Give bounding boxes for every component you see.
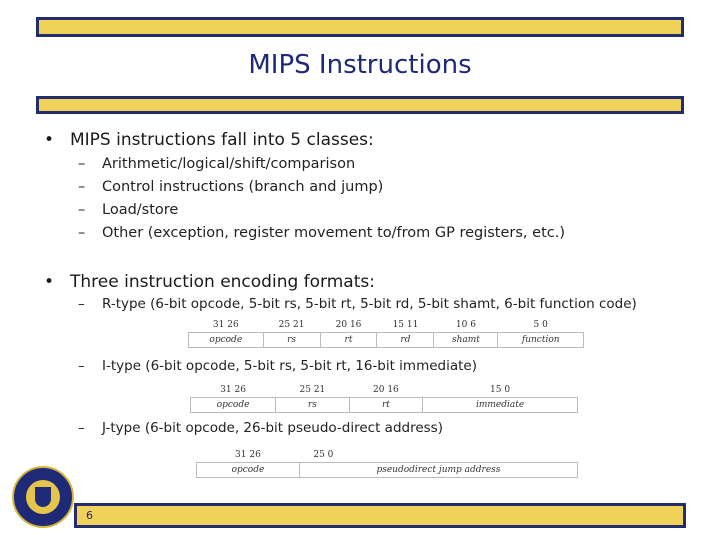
- bit-range: 20 16: [349, 383, 423, 398]
- field-cell: rd: [377, 333, 434, 348]
- field-cell: function: [498, 333, 584, 348]
- itype-format-table: [190, 383, 578, 413]
- bullet-text: Three instruction encoding formats:: [70, 272, 375, 292]
- slide-title: MIPS Instructions: [248, 50, 472, 80]
- field-cell: opcode: [189, 333, 264, 348]
- bit-range: 25 0: [299, 448, 577, 463]
- bullet-classes: [44, 130, 374, 150]
- subitem-arithmetic: – Arithmetic/logical/shift/comparison: [78, 156, 356, 172]
- field-cell: rt: [320, 333, 377, 348]
- bit-range: 15 0: [423, 383, 578, 398]
- subitem-itype: – I-type (6-bit opcode, 5-bit rs, 5-bit rt, 16-bit immediate): [78, 358, 477, 374]
- subitem-control: – Control instructions (branch and jump): [78, 179, 384, 195]
- university-seal-icon: [12, 466, 74, 528]
- subitem-rtype: – R-type (6-bit opcode, 5-bit rs, 5-bit rt, 5-bit rd, 5-bit shamt, 6-bit function code): [78, 296, 637, 312]
- jtype-format-table: [196, 448, 578, 478]
- field-cell: rs: [276, 398, 350, 413]
- field-cell: rt: [349, 398, 423, 413]
- field-cell: rs: [263, 333, 320, 348]
- bullet-text: MIPS instructions fall into 5 classes:: [70, 130, 374, 150]
- field-cell: opcode: [197, 463, 300, 478]
- bullet-formats: [44, 272, 375, 292]
- top-decorative-band: [36, 17, 684, 37]
- bit-range: 5 0: [498, 318, 584, 333]
- subitem-loadstore: – Load/store: [78, 202, 179, 218]
- bit-range: 15 11: [377, 318, 434, 333]
- bit-range: 31 26: [197, 448, 300, 463]
- subitem-other: – Other (exception, register movement to/from GP registers, etc.): [78, 225, 565, 241]
- bit-range: 25 21: [276, 383, 350, 398]
- field-cell: immediate: [423, 398, 578, 413]
- bit-range: 20 16: [320, 318, 377, 333]
- bit-range: 31 26: [191, 383, 276, 398]
- page-number: 6: [86, 509, 93, 522]
- subitem-jtype: – J-type (6-bit opcode, 26-bit pseudo-direct address): [78, 420, 443, 436]
- bullet-dot-icon: •: [44, 272, 55, 292]
- field-cell: pseudodirect jump address: [299, 463, 577, 478]
- bottom-decorative-band: [74, 503, 686, 528]
- field-cell: shamt: [434, 333, 498, 348]
- title-underline-band: [36, 96, 684, 114]
- field-cell: opcode: [191, 398, 276, 413]
- rtype-format-table: [188, 318, 584, 348]
- bullet-dot-icon: •: [44, 130, 55, 150]
- bit-range: 31 26: [189, 318, 264, 333]
- bit-range: 25 21: [263, 318, 320, 333]
- bit-range: 10 6: [434, 318, 498, 333]
